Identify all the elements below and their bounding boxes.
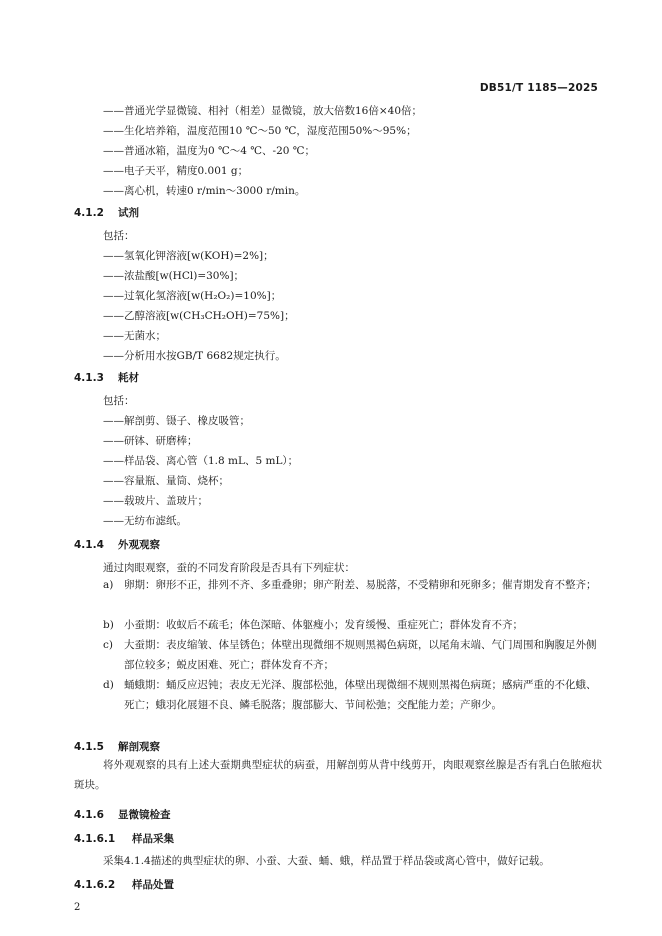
section-heading-4-1-6	[74, 807, 171, 822]
item-text: 蛹蛾期：蛹反应迟钝；表皮无光泽、腹部松弛，体壁出现微细不规则黑褐色病斑；感病严重的不化蛾、死亡；蛾羽化展翅不良、鳞毛脱落；腹部膨大、节间松弛；交配能力差；产卵少。	[124, 679, 597, 711]
intro-text: 包括：	[103, 395, 135, 407]
section-number: 4.1.6.1	[74, 833, 116, 845]
section-number: 4.1.6	[74, 809, 104, 821]
item-label: c)	[103, 639, 113, 651]
consumable-item: ——解剖剪、镊子、橡皮吸管；	[103, 415, 250, 427]
equipment-item: ——普通冰箱，温度为0 ℃～4 ℃、-20 ℃；	[103, 145, 316, 157]
reagent-item: ——浓盐酸[w(HCl)=30%]；	[103, 270, 245, 282]
intro-text: 通过肉眼观察，蚕的不同发育阶段是否具有下列症状：	[103, 562, 355, 574]
reagent-item: ——氢氧化钾溶液[w(KOH)=2%]；	[103, 250, 274, 262]
symptom-item	[103, 615, 603, 635]
consumable-item: ——载玻片、盖玻片；	[103, 495, 208, 507]
consumable-item: ——容量瓶、量筒、烧杯；	[103, 475, 229, 487]
symptom-item	[103, 675, 603, 715]
paragraph: 采集4.1.4描述的典型症状的卵、小蚕、大蚕、蛹、蛾，样品置于样品袋或离心管中，做好记载。	[103, 855, 550, 867]
section-heading-4-1-4	[74, 537, 160, 552]
section-title: 外观观察	[118, 539, 160, 551]
consumable-item: ——样品袋、离心管（1.8 mL、5 mL）；	[103, 455, 299, 467]
section-title: 显微镜检查	[118, 809, 171, 821]
item-text: 卵期：卵形不正，排列不齐、多重叠卵；卵产附差、易脱落，不受精卵和死卵多；催青期发育不整齐；	[124, 579, 597, 591]
section-title: 试剂	[118, 207, 139, 219]
section-title: 样品处置	[132, 879, 174, 891]
symptom-item	[103, 635, 603, 675]
consumable-item: ——无纺布滤纸。	[103, 515, 187, 527]
item-text: 大蚕期：表皮缩皱、体呈锈色；体壁出现微细不规则黑褐色病斑，以尾角末端、气门周围和胸腹足外侧部位较多；蜕皮困难、死亡；群体发育不齐；	[124, 639, 597, 671]
symptom-item	[103, 575, 603, 595]
consumable-item: ——研钵、研磨棒；	[103, 435, 198, 447]
section-number: 4.1.2	[74, 207, 104, 219]
section-number: 4.1.4	[74, 539, 104, 551]
document-code: DB51/T 1185—2025	[479, 82, 598, 94]
section-title: 解剖观察	[118, 741, 160, 753]
reagent-item: ——分析用水按GB/T 6682规定执行。	[103, 350, 286, 362]
section-heading-4-1-6-1	[74, 831, 174, 846]
reagent-item: ——过氧化氢溶液[w(H₂O₂)=10%]；	[103, 290, 282, 302]
section-heading-4-1-5	[74, 739, 160, 754]
equipment-item: ——离心机，转速0 r/min～3000 r/min。	[103, 185, 306, 197]
section-heading-4-1-3	[74, 370, 139, 385]
reagent-item: ——无菌水；	[103, 330, 166, 342]
equipment-item: ——普通光学显微镜、相衬（相差）显微镜，放大倍数16倍×40倍；	[103, 105, 423, 117]
section-number: 4.1.3	[74, 372, 104, 384]
equipment-item: ——生化培养箱，温度范围10 ℃～50 ℃，湿度范围50%～95%；	[103, 125, 417, 137]
reagent-item: ——乙醇溶液[w(CH₃CH₂OH)=75%]；	[103, 310, 295, 322]
intro-text: 包括：	[103, 230, 135, 242]
section-number: 4.1.5	[74, 741, 104, 753]
item-label: b)	[103, 619, 114, 631]
item-text: 小蚕期：收蚁后不疏毛；体色深暗、体躯瘦小；发育缓慢、重症死亡；群体发育不齐；	[124, 619, 523, 631]
section-title: 样品采集	[132, 833, 174, 845]
page-number: 2	[74, 902, 81, 913]
paragraph: 将外观观察的具有上述大蚕期典型症状的病蚕，用解剖剪从背中线剪开，肉眼观察丝腺是否有乳白色脓疱状斑块。	[74, 759, 602, 791]
item-label: a)	[103, 579, 114, 591]
section-title: 耗材	[118, 372, 139, 384]
item-label: d)	[103, 679, 114, 691]
section-heading-4-1-2	[74, 205, 139, 220]
section-heading-4-1-6-2	[74, 877, 174, 892]
section-number: 4.1.6.2	[74, 879, 116, 891]
equipment-item: ——电子天平，精度0.001 g；	[103, 165, 249, 177]
